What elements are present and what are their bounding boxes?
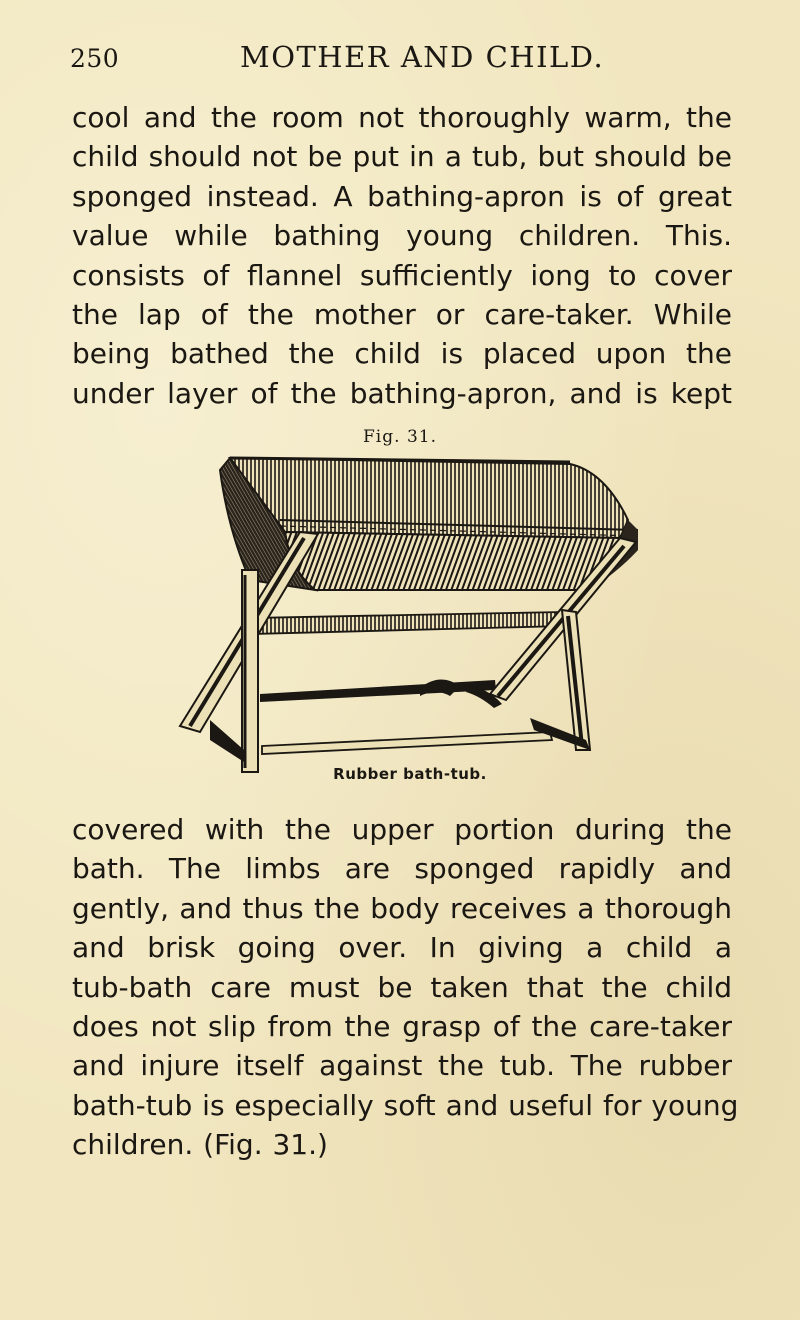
text-line: and injure itself against the tub. The rubber [72, 1049, 732, 1083]
text-line: gently, and thus the body receives a thorough [72, 891, 732, 925]
paragraph-bottom [72, 810, 739, 1165]
bath-tub-illustration [150, 450, 650, 775]
running-title: MOTHER AND CHILD. [240, 40, 605, 74]
figure-caption: Rubber bath-tub. [333, 765, 487, 783]
text-line: covered with the upper portion during the [72, 813, 732, 846]
text-line: and brisk going over. In giving a child a [72, 931, 732, 965]
text-line: children. (Fig. 31.) [72, 1128, 328, 1162]
text-line: bath. The limbs are sponged rapidly and [72, 852, 732, 886]
figure-label: Fig. 31. [363, 427, 437, 447]
running-head [70, 38, 730, 78]
text-line: bath-tub is especially soft and useful for young [72, 1088, 739, 1122]
text-line: does not slip from the grasp of the care-taker [72, 1010, 732, 1044]
text-line: value while bathing young children. This. [72, 219, 732, 253]
paragraph-top [72, 98, 732, 413]
text-line: tub-bath care must be taken that the child [72, 970, 732, 1004]
text-line: sponged instead. A bathing-apron is of great [72, 179, 732, 213]
text-line: under layer of the bathing-apron, and is kept [72, 376, 732, 410]
text-line: being bathed the child is placed upon the [72, 337, 732, 371]
text-line: child should not be put in a tub, but should be [72, 140, 732, 174]
text-line: cool and the room not thoroughly warm, the [72, 101, 732, 134]
text-line: consists of flannel sufficiently iong to cover [72, 258, 732, 292]
page-number: 250 [70, 44, 120, 73]
text-line: the lap of the mother or care-taker. While [72, 298, 732, 332]
